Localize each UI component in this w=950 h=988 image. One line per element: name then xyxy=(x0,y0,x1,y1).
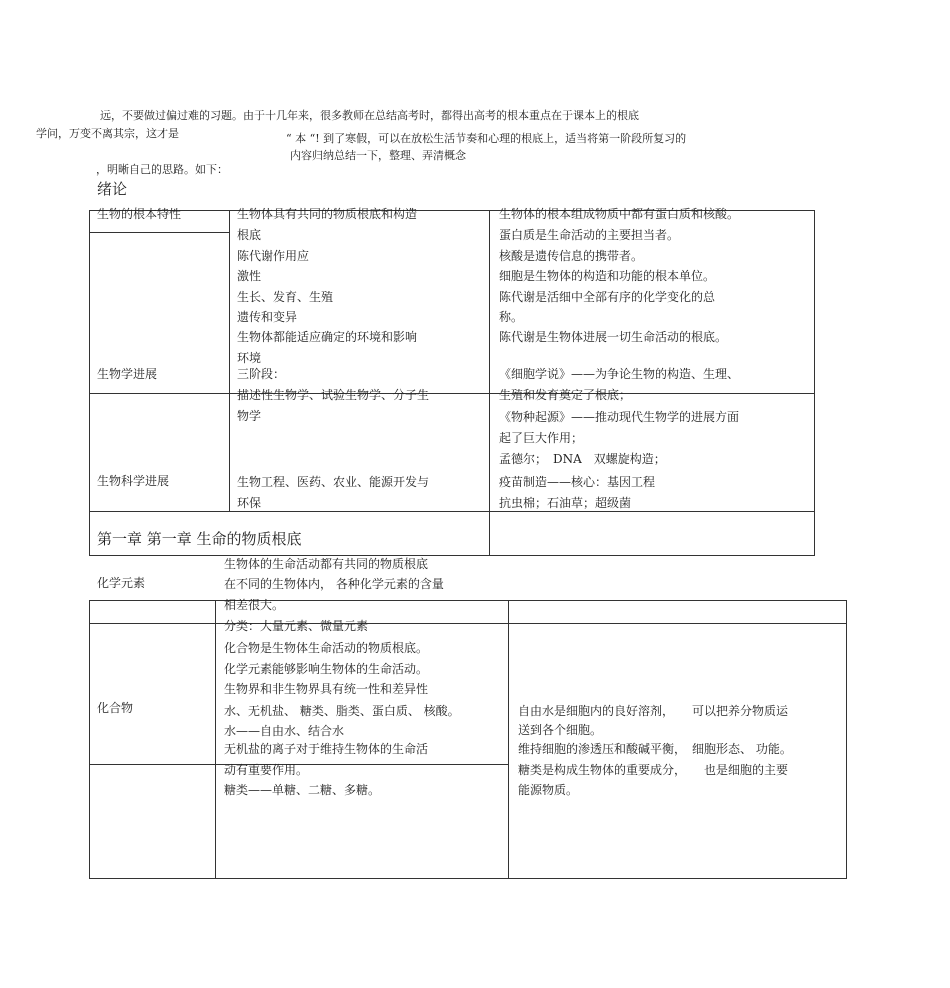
point-line: 生物界和非生物界具有统一性和差异性 xyxy=(224,682,429,696)
point-line: 描述性生物学、试验生物学、分子生 xyxy=(237,388,430,402)
topic-label: 化学元素 xyxy=(97,576,146,590)
point-line: 环境 xyxy=(237,351,262,365)
topic-label: 化合物 xyxy=(97,701,134,715)
intro-line: 远，不要做过偏过难的习题。由于十几年来，很多教师在总结高考时，都得出高考的根本重点在于课本上的根底 xyxy=(100,109,639,122)
topic-label: 生物学进展 xyxy=(97,367,158,381)
point-line: 水——自由水、结合水 xyxy=(224,724,345,738)
point-line: 根底 xyxy=(237,228,262,242)
point-line: 三阶段： xyxy=(237,367,286,381)
note-line: 疫苗制造——核心：基因工程 xyxy=(499,475,656,489)
point-line: 水、无机盐、 糖类、脂类、蛋白质、 核酸。 xyxy=(224,704,460,718)
point-line: 遗传和变异 xyxy=(237,310,298,324)
point-line: 陈代谢作用应 xyxy=(237,249,310,263)
note-line: 生物体的根本组成物质中都有蛋白质和核酸。 xyxy=(499,207,740,221)
note-line: 起了巨大作用； xyxy=(499,431,584,445)
table2-col-rule xyxy=(508,600,509,878)
table1-left-rule xyxy=(89,210,90,555)
table2-bottom-rule xyxy=(89,878,847,879)
note-line: 维持细胞的渗透压和酸碱平衡， 细胞形态、 功能。 xyxy=(518,742,792,756)
point-line: 激性 xyxy=(237,269,262,283)
table2-col-rule xyxy=(215,600,216,878)
note-line: 《细胞学说》——为争论生物的构造、生理、 xyxy=(499,367,740,381)
note-line: 核酸是遗传信息的携带者。 xyxy=(499,249,644,263)
table1-rule xyxy=(89,511,815,512)
table1-bottom-rule xyxy=(89,555,815,556)
note-line: 抗虫棉；石油草；超级菌 xyxy=(499,496,632,510)
intro-line: “ 本 “! 到了寒假，可以在放松生活节奏和心理的根底上，适当将第一阶段所复习的 xyxy=(286,132,687,145)
topic-label: 生物的根本特性 xyxy=(97,207,182,221)
point-line: 生物体的生命活动都有共同的物质根底 xyxy=(224,557,429,571)
note-line: 孟德尔； DNA 双螺旋构造； xyxy=(499,452,666,466)
note-line: 糖类是构成生物体的重要成分， 也是细胞的主要 xyxy=(518,763,789,777)
point-line: 环保 xyxy=(237,496,262,510)
point-line: 糖类——单糖、二糖、多糖。 xyxy=(224,783,381,797)
note-line: 称。 xyxy=(499,310,524,324)
point-line: 在不同的生物体内， 各种化学元素的含量 xyxy=(224,577,444,591)
note-line: 自由水是细胞内的良好溶剂， 可以把养分物质运 xyxy=(518,704,789,718)
table2-right-rule xyxy=(846,600,847,878)
point-line: 生物工程、医药、农业、能源开发与 xyxy=(237,475,430,489)
point-line: 无机盐的离子对于维持生物体的生命活 xyxy=(224,742,429,756)
point-line: 化学元素能够影响生物体的生命活动。 xyxy=(224,662,429,676)
note-line: 送到各个细胞。 xyxy=(518,723,603,737)
table1-rule xyxy=(89,393,815,394)
point-line: 生长、发育、生殖 xyxy=(237,290,334,304)
table2-left-rule xyxy=(89,600,90,878)
note-line: 能源物质。 xyxy=(518,783,579,797)
note-line: 陈代谢是生物体进展一切生命活动的根底。 xyxy=(499,330,728,344)
table1-rule xyxy=(89,232,229,233)
table2-rule xyxy=(89,623,847,624)
note-line: 蛋白质是生命活动的主要担当者。 xyxy=(499,228,680,242)
point-line: 生物体具有共同的物质根底和构造 xyxy=(237,207,418,221)
table1-col-rule xyxy=(489,210,490,555)
intro-line: 学问，万变不离其宗，这才是 xyxy=(36,127,179,140)
note-line: 细胞是生物体的构造和功能的根本单位。 xyxy=(499,269,716,283)
table1-col-rule xyxy=(229,210,230,511)
point-line: 相差很大。 xyxy=(224,598,285,612)
note-line: 陈代谢是活细中全部有序的化学变化的总 xyxy=(499,290,716,304)
intro-line: 内容归纳总结一下，整理、弄清概念 xyxy=(290,149,466,162)
table1-right-rule xyxy=(814,210,815,555)
table2-top-rule xyxy=(89,600,847,601)
point-line: 分类：大量元素、微量元素 xyxy=(224,619,369,633)
note-line: 《物种起源》——推动现代生物学的进展方面 xyxy=(499,410,740,424)
point-line: 物学 xyxy=(237,409,262,423)
section-title-intro: 绪论 xyxy=(97,180,128,198)
topic-label: 生物科学进展 xyxy=(97,474,170,488)
point-line: 化合物是生物体生命活动的物质根底。 xyxy=(224,641,429,655)
section-title-chapter1: 第一章 第一章 生命的物质根底 xyxy=(97,530,302,548)
point-line: 动有重要作用。 xyxy=(224,763,309,777)
intro-line: ，明晰自己的思路。如下： xyxy=(96,163,228,176)
note-line: 生殖和发育奠定了根底； xyxy=(499,388,632,402)
point-line: 生物体都能适应确定的环境和影响 xyxy=(237,330,418,344)
